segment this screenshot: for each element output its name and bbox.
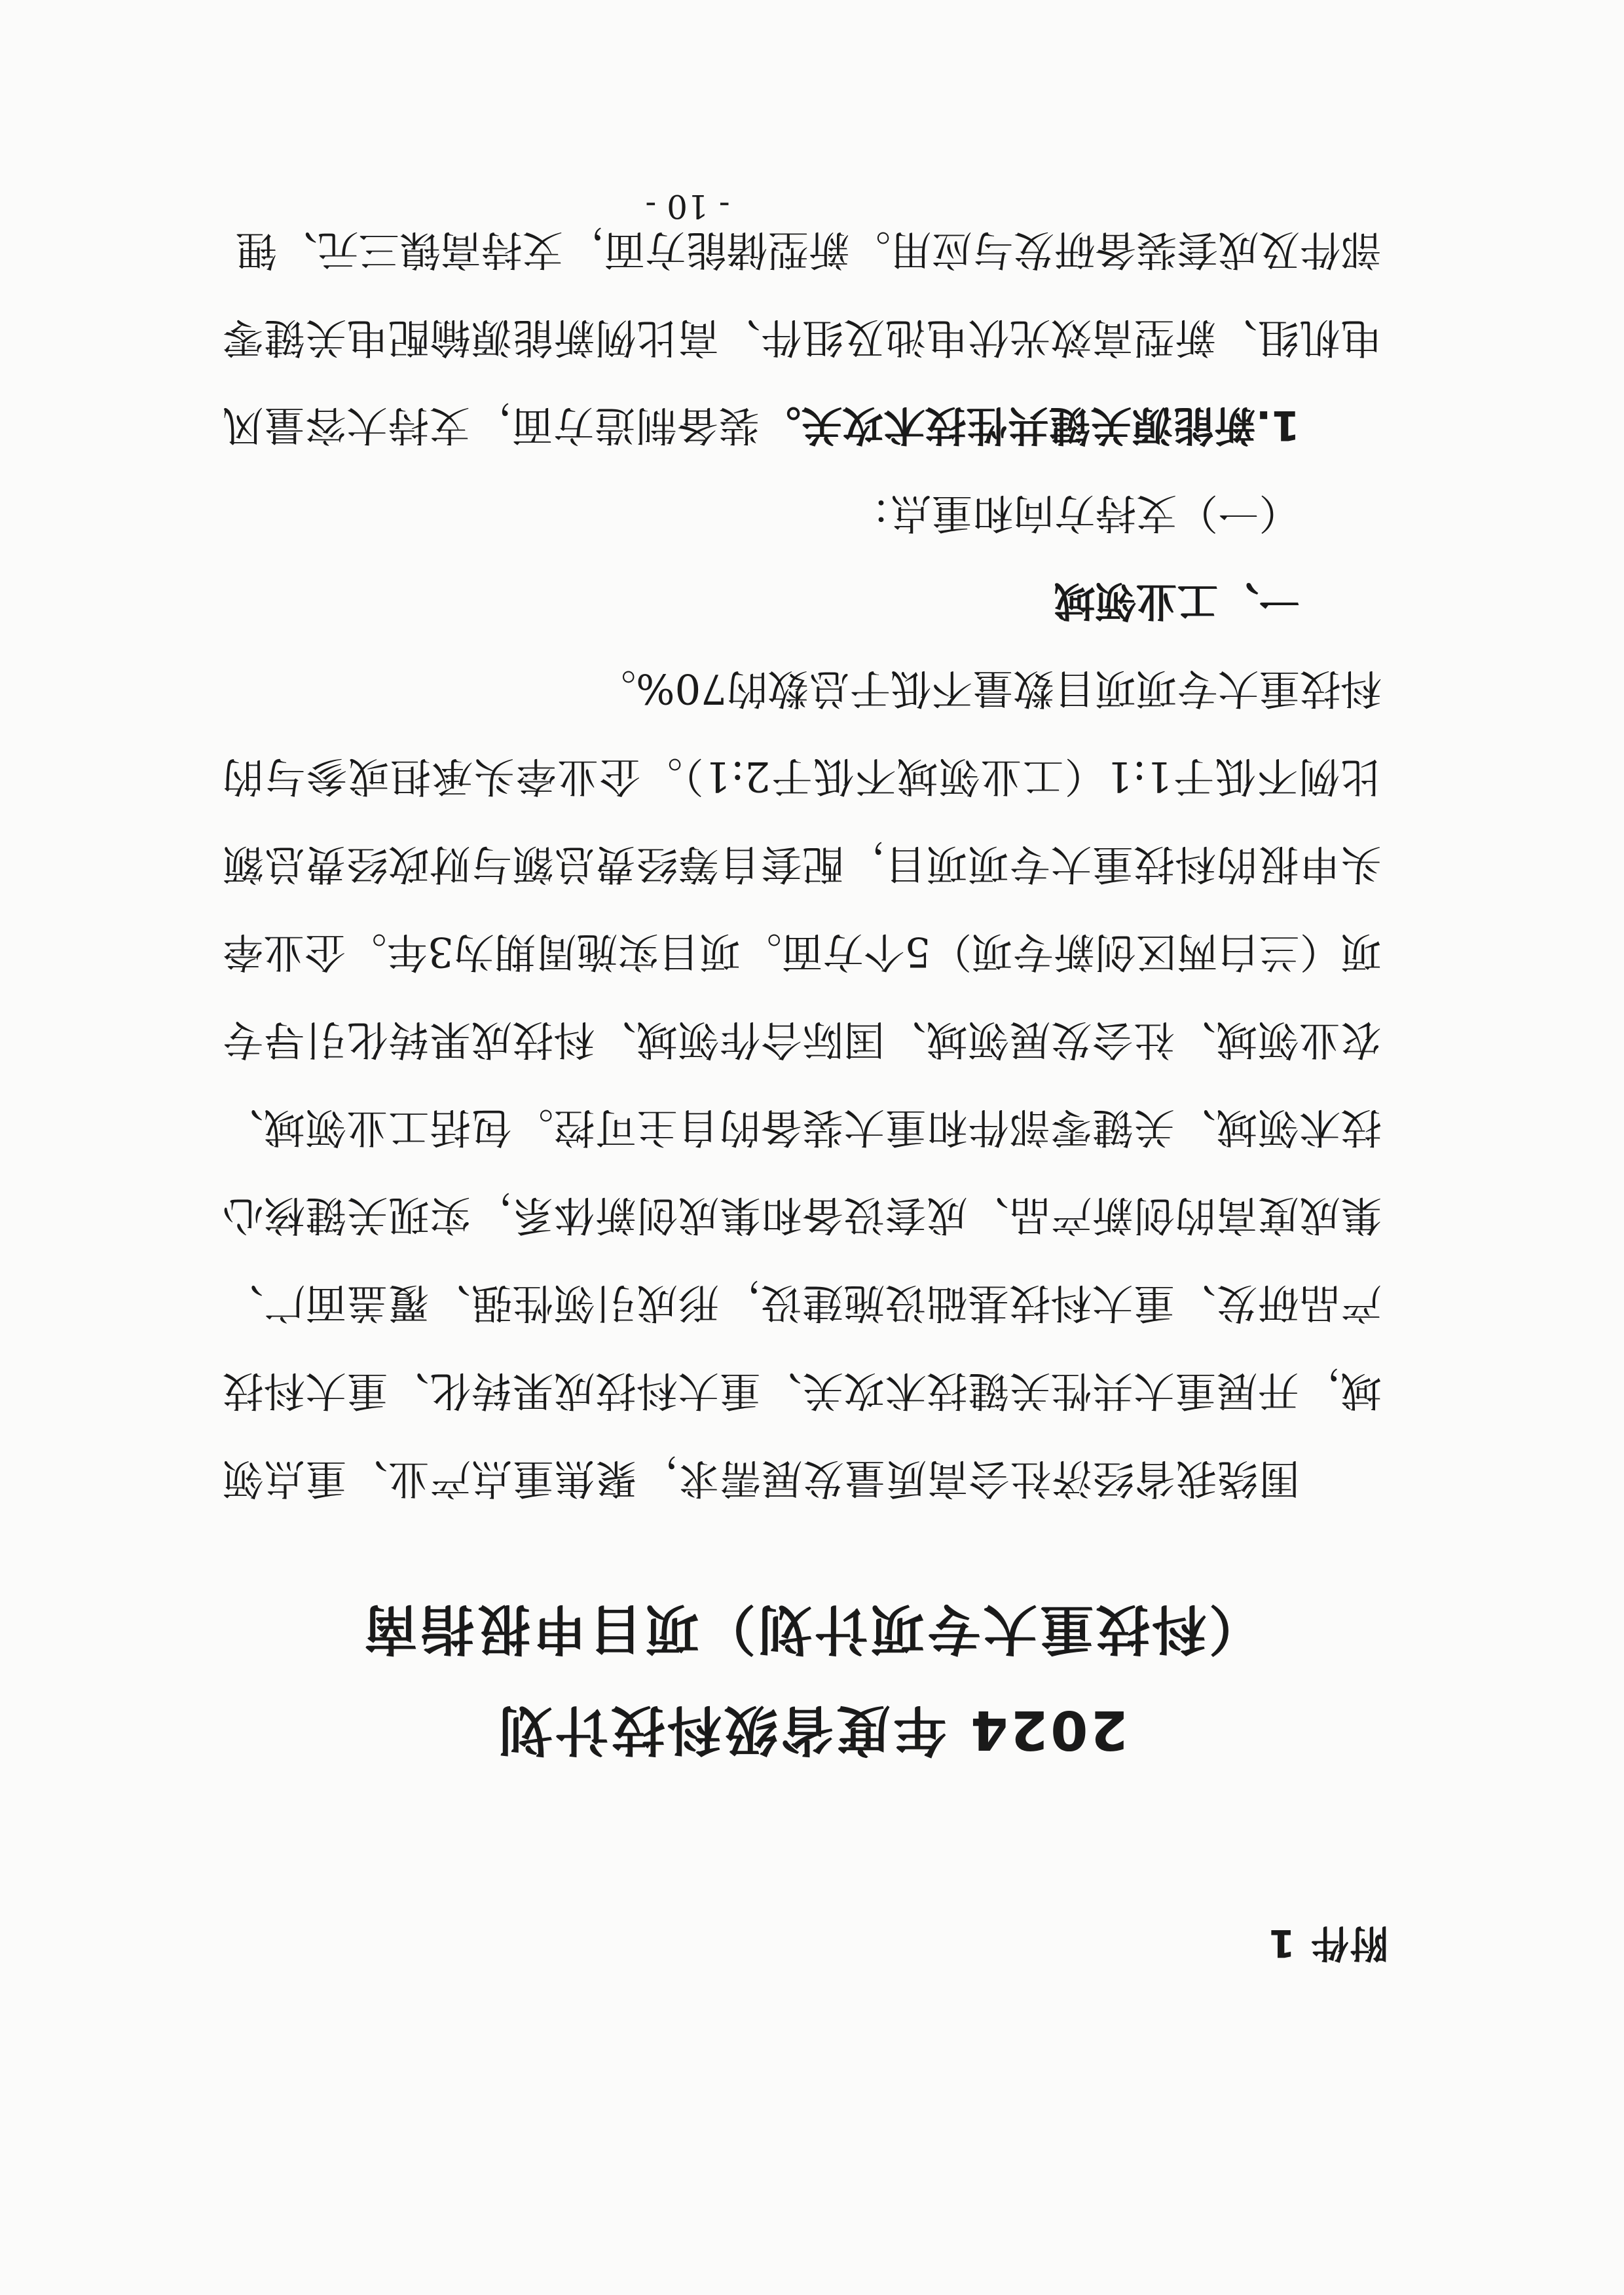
document-title-line2: （科技重大专项计划）项目申报指南: [361, 1597, 1263, 1660]
item-paragraph: [223, 206, 1382, 469]
document-title-line1: 2024 年度省级科技计划: [496, 1698, 1128, 1761]
attachment-label: 附件 1: [1267, 1921, 1388, 1966]
item-lead: 1.新能源关键共性技术攻关。: [759, 401, 1300, 449]
page-number-wrap: [0, 187, 1624, 225]
page-number: - 10 -: [645, 187, 730, 225]
document-body: [223, 206, 1382, 1522]
intro-paragraph: 围绕我省经济社会高质量发展需求，聚焦重点产业、重点领域，开展重大共性关键技术攻关、重大科技成果转化、重大科技产品研发、重大科技基础设施建设，形成引领性强、覆盖面广、集成度高的创新产品、成套设备和集成创新体系，实现关键核心技术领域、关键零部件和重大装备的自主可控。包括工业领域、农业领域、社会发展领域、国际合作领域、科技成果转化引导专项（兰白两区创新专项）5个方面。项目实施周期为3年。企业牵头申报的科技重大专项项目，配套自筹经费总额与财政经费总额比例不低于1:1（工业领域不低于2:1）。企业牵头承担或参与的科技重大专项项目数量不低于总数的70%。: [223, 665, 1382, 1502]
item-text: 装备制造方面，支持大容量风电机组、新型高效光伏电池及组件、高比例新能源输配电关键零部件及成套装备研发与应用。新型储能方面，支持高镍三元、锂: [223, 226, 1382, 449]
subsection-heading: （一）支持方向和重点：: [849, 489, 1300, 537]
section-heading: 一、工业领域: [1054, 577, 1300, 625]
